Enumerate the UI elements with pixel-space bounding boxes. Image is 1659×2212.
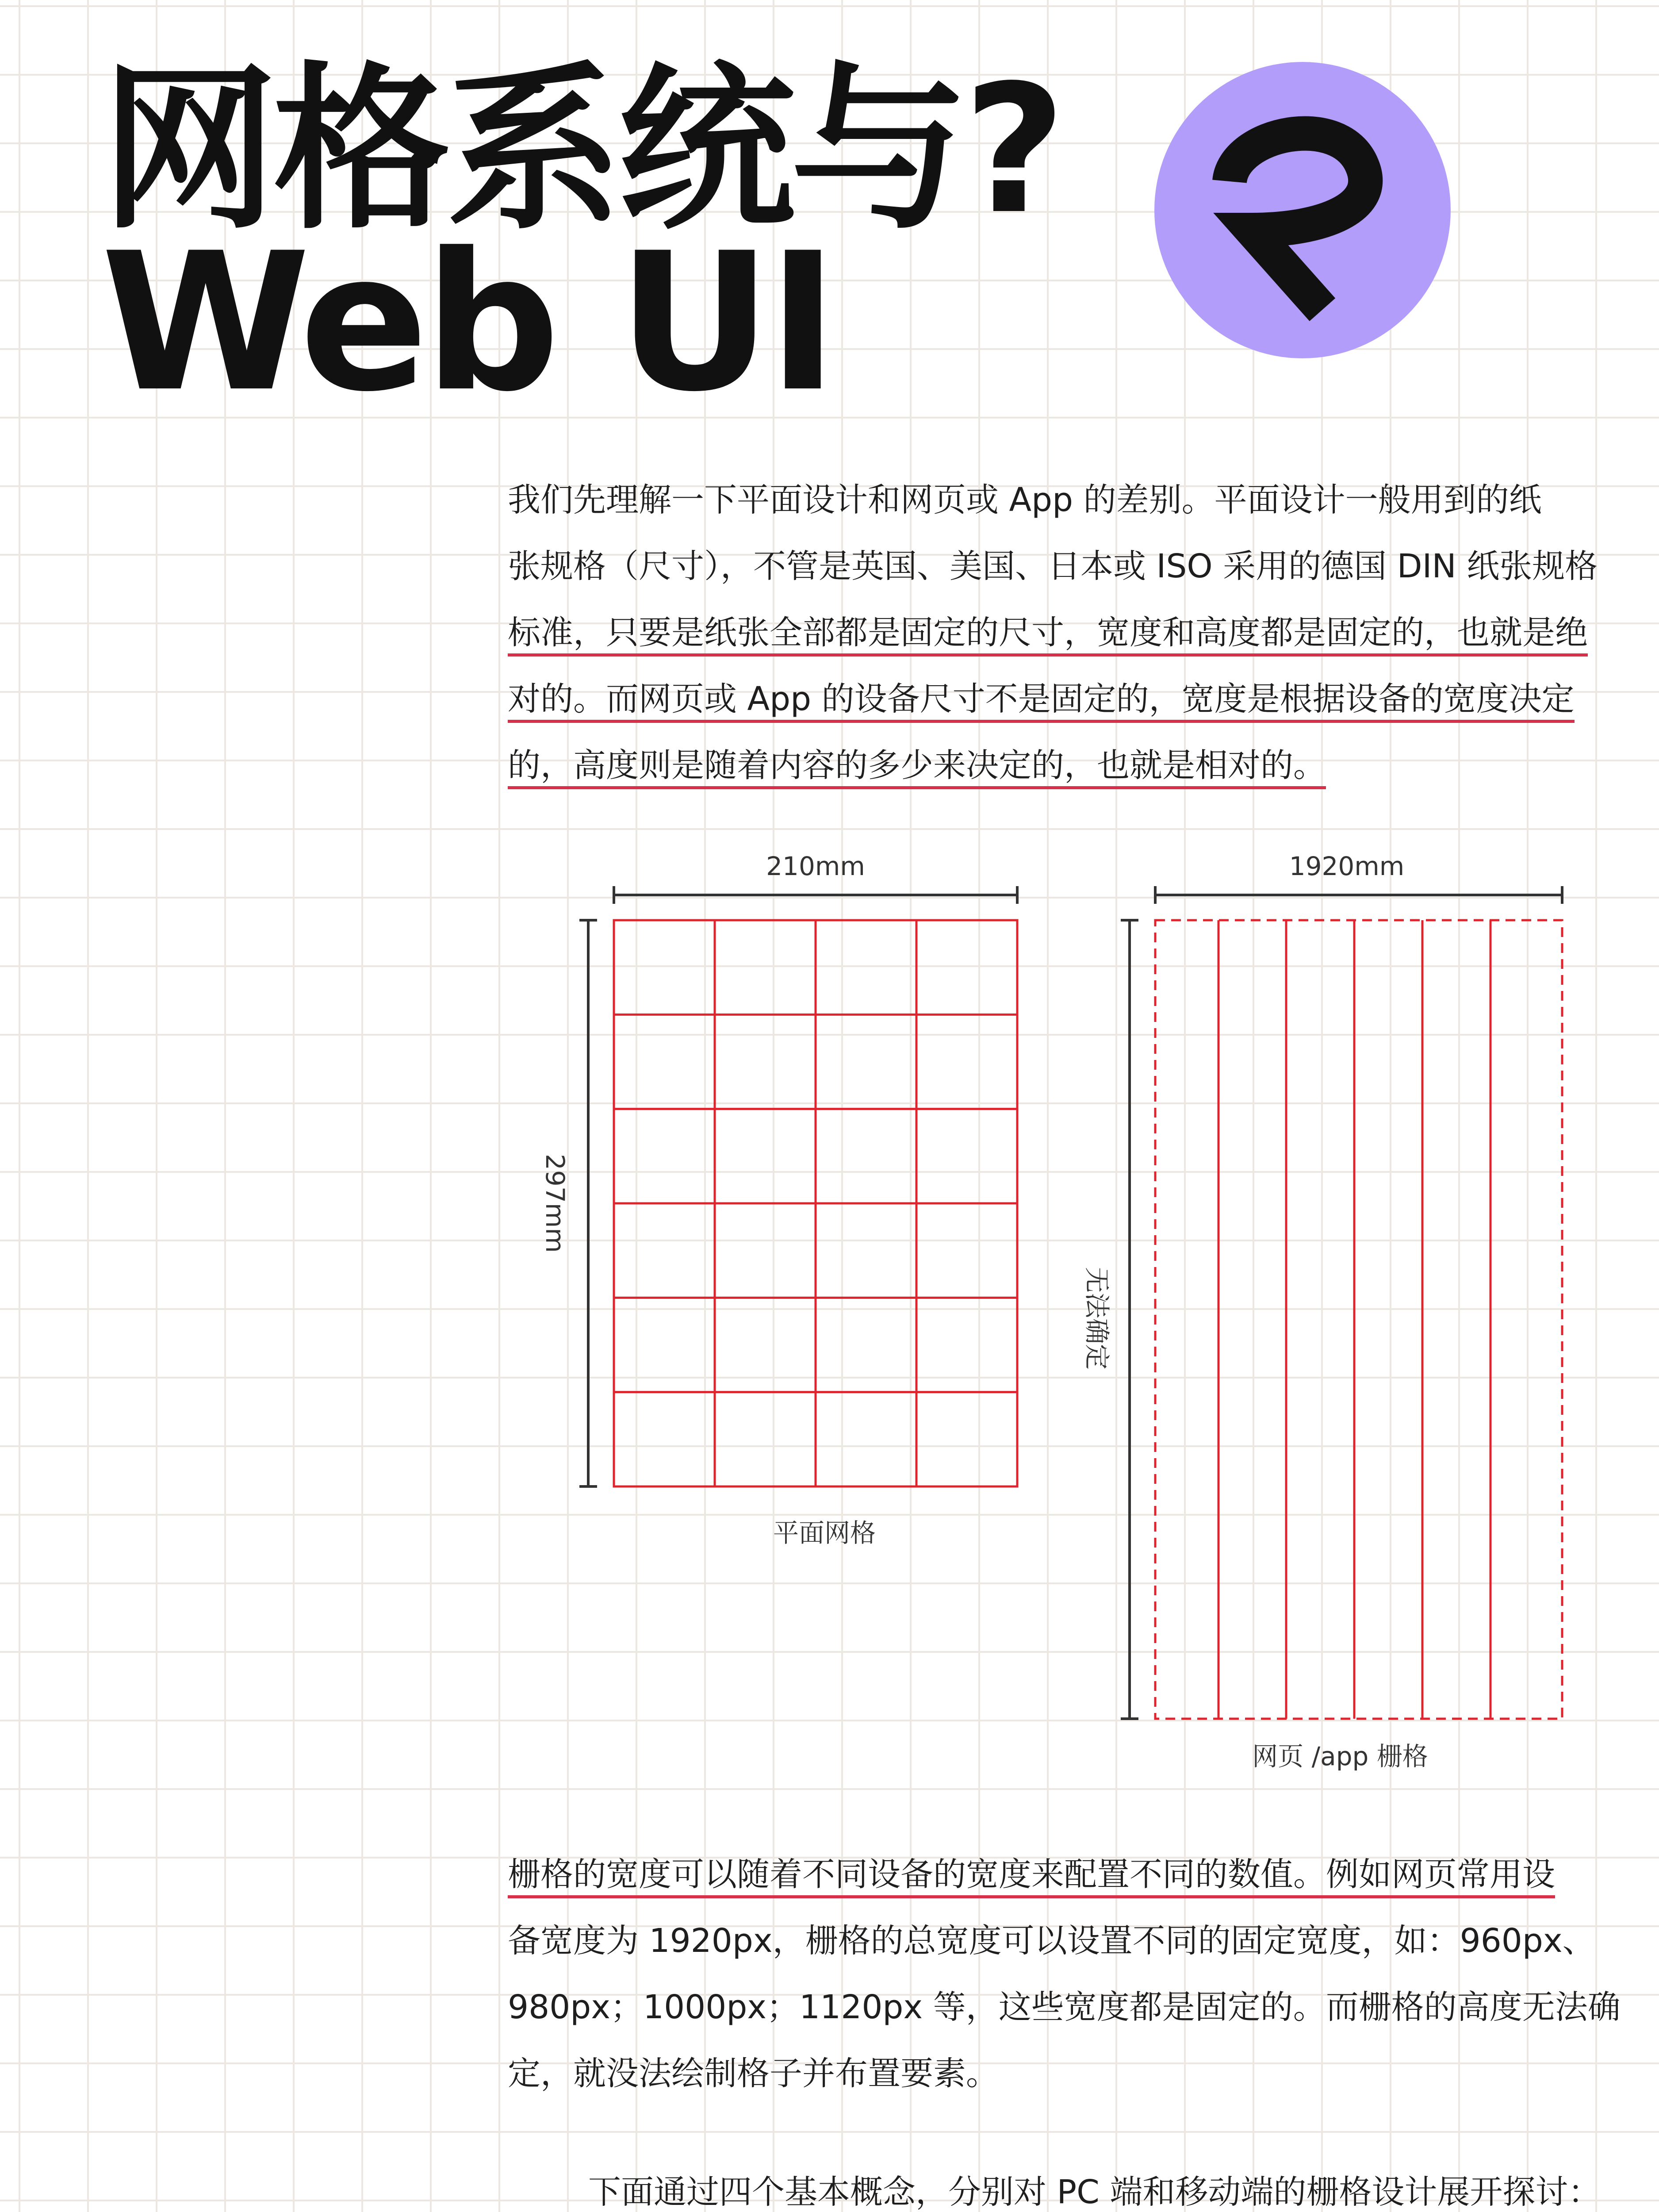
- web-height-label: 无法确定: [1082, 1267, 1112, 1370]
- grid-width-line: [508, 1841, 1569, 1908]
- web-grid-columns: [1218, 920, 1490, 1719]
- web-width-label: 1920mm: [1289, 851, 1405, 881]
- intro-line: 我们先理解一下平面设计和网页或 App 的差别。平面设计一般用到的纸: [508, 481, 1542, 519]
- intro-line-highlight: 标准，只要是纸张全部都是固定的尺寸，宽度和高度都是固定的，也就是绝: [508, 614, 1588, 657]
- grid-width-line: 定，就没法绘制格子并布置要素。: [508, 2055, 999, 2093]
- print-grid-caption: 平面网格: [773, 1518, 876, 1548]
- web-height-dimension: [1121, 920, 1138, 1719]
- intro-line-highlight: 对的。而网页或 App 的设备尺寸不是固定的，宽度是根据设备的宽度决定: [508, 680, 1575, 723]
- print-height-label: 297mm: [540, 1154, 570, 1253]
- web-width-dimension: [1155, 886, 1562, 904]
- page-title-line-1: 网格系统与?: [101, 47, 1062, 253]
- web-grid: [1155, 920, 1562, 1719]
- grid-width-line: 980px；1000px；1120px 等，这些宽度都是固定的。而栅格的高度无法确: [508, 1988, 1621, 2026]
- web-grid-caption: 网页 /app 栅格: [1252, 1741, 1428, 1771]
- grid-concepts-list: [588, 2159, 1650, 2212]
- print-height-dimension: [579, 920, 597, 1486]
- print-grid: [614, 920, 1017, 1486]
- intro-line-highlight: 的，高度则是随着内容的多少来决定的，也就是相对的。: [508, 746, 1326, 789]
- grid-width-paragraph: [508, 1841, 1621, 2107]
- print-width-dimension: [614, 886, 1017, 904]
- grid-width-line: 备宽度为 1920px，栅格的总宽度可以设置不同的固定宽度，如：960px、: [508, 1922, 1595, 1960]
- concepts-intro: 下面通过四个基本概念，分别对 PC 端和移动端的栅格设计展开探讨：: [588, 2173, 1601, 2211]
- print-width-label: 210mm: [766, 851, 865, 881]
- web-grid-boundary: [1155, 920, 1562, 1719]
- intro-line: 张规格（尺寸），不管是英国、美国、日本或 ISO 采用的德国 DIN 纸张规格: [508, 547, 1598, 585]
- grid-width-highlight: 栅格的宽度可以随着不同设备的宽度来配置不同的数值。例如网页常用设: [508, 1855, 1555, 1898]
- page-title-line-2: Web UI: [101, 212, 834, 434]
